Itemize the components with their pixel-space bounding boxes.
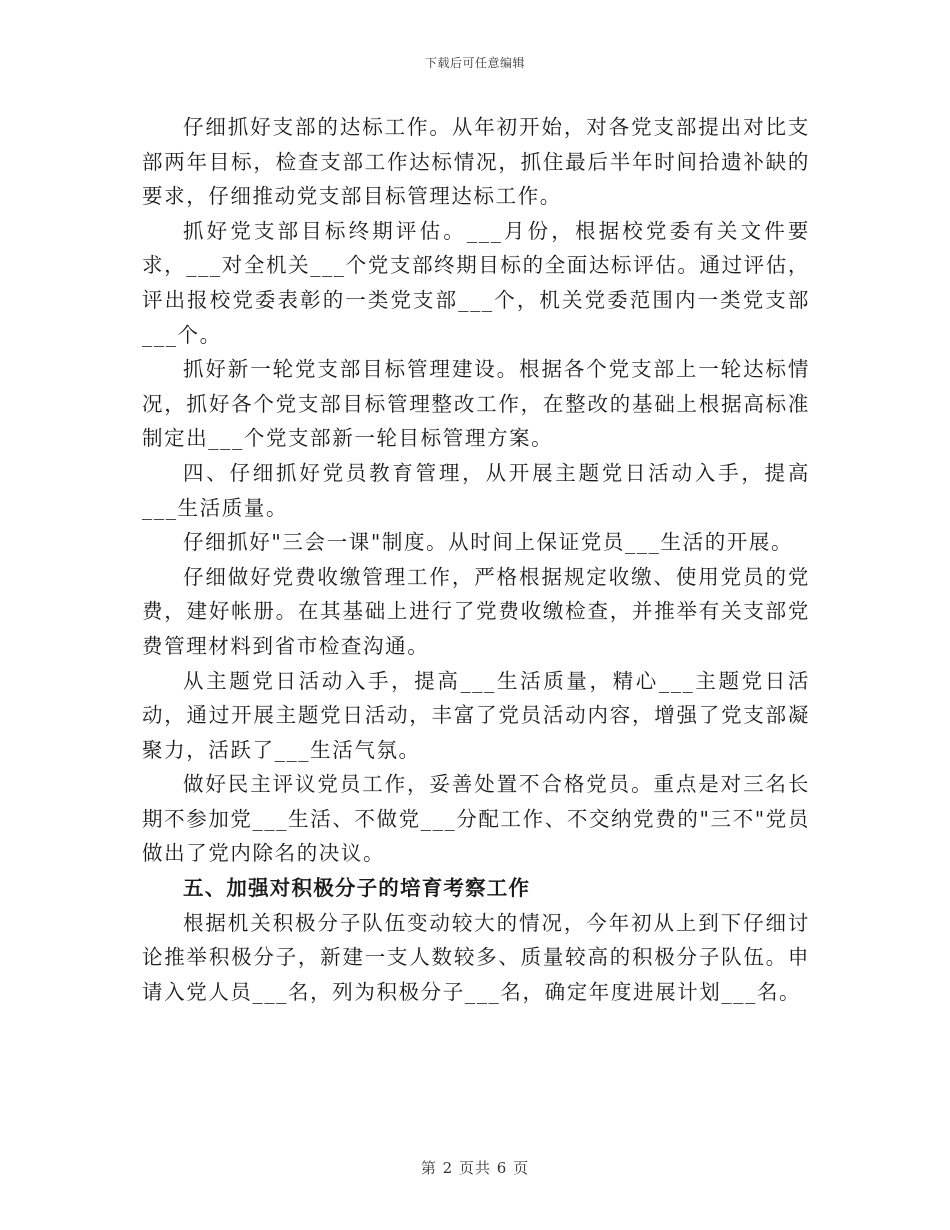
page-footer: 第 2 页共 6 页 — [420, 1159, 530, 1177]
paragraph-theme-day: 从主题党日活动入手，提高___生活质量，精心___主题党日活动，通过开展主题党日活动，丰富了党员活动内容，增强了党支部凝聚力，活跃了___生活气氛。 — [142, 668, 810, 762]
paragraph-final-evaluation: 抓好党支部目标终期评估。___月份，根据校党委有关文件要求，___对全机关___个党支部终期目标的全面达标评估。通过评估，评出报校党委表彰的一类党支部___个，机关党委范围内一类党支部___个。 — [142, 218, 810, 347]
paragraph-party-dues: 仔细做好党费收缴管理工作，严格根据规定收缴、使用党员的党费，建好帐册。在其基础上进行了党费收缴检查，并推举有关支部党费管理材料到省市检查沟通。 — [142, 564, 810, 658]
document-body — [142, 110, 810, 1009]
paragraph-activists: 根据机关积极分子队伍变动较大的情况，今年初从上到下仔细讨论推举积极分子，新建一支人数较多、质量较高的积极分子队伍。申请入党人员___名，列为积极分子___名，确定年度进展计划___名。 — [142, 910, 810, 1004]
section-heading-five: 五、加强对积极分子的培育考察工作 — [183, 876, 531, 901]
paragraph-section-four: 四、仔细抓好党员教育管理，从开展主题党日活动入手，提高___生活质量。 — [142, 460, 810, 520]
paragraph-new-round-management: 抓好新一轮党支部目标管理建设。根据各个党支部上一轮达标情况，抓好各个党支部目标管理整改工作，在整改的基础上根据高标准制定出___个党支部新一轮目标管理方案。 — [142, 357, 810, 451]
page-header: 下载后可任意编辑 — [424, 56, 525, 70]
paragraph-three-meetings: 仔细抓好"三会一课"制度。从时间上保证党员___生活的开展。 — [183, 530, 794, 555]
paragraph-democratic-review: 做好民主评议党员工作，妥善处置不合格党员。重点是对三名长期不参加党___生活、不做党___分配工作、不交纳党费的"三不"党员做出了党内除名的决议。 — [142, 772, 810, 866]
paragraph-branch-standards: 仔细抓好支部的达标工作。从年初开始，对各党支部提出对比支部两年目标，检查支部工作达标情况，抓住最后半年时间拾遗补缺的要求，仔细推动党支部目标管理达标工作。 — [142, 115, 810, 209]
